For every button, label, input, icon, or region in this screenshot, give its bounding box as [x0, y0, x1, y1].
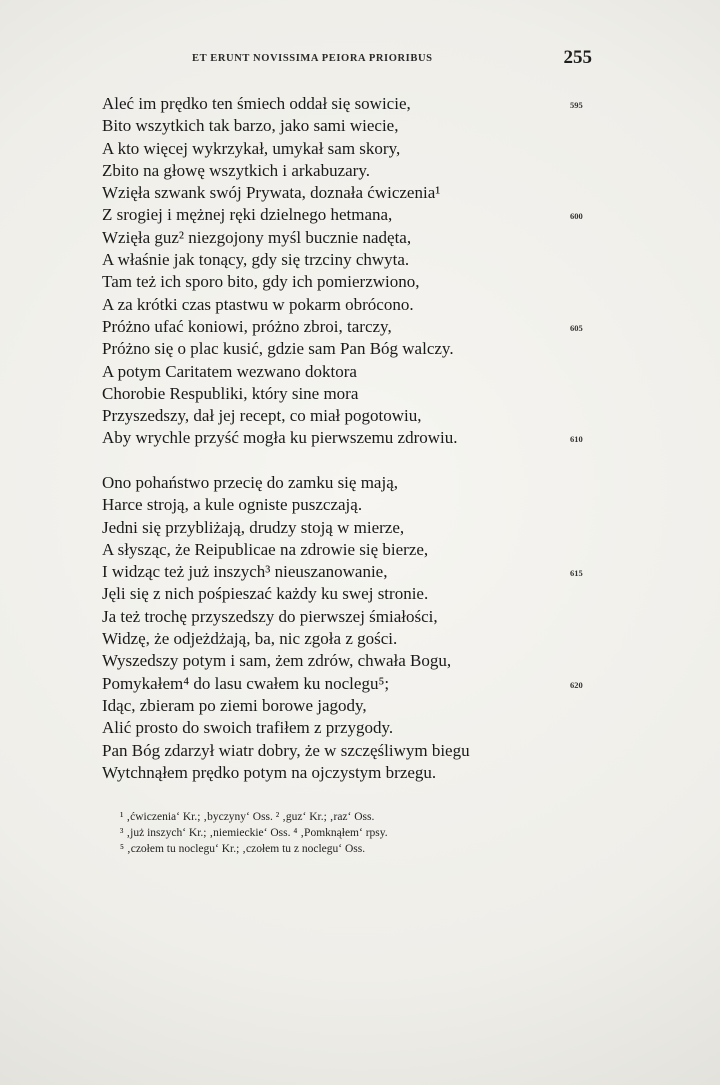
verse-line	[102, 472, 592, 494]
verse-line	[102, 583, 592, 605]
verse-line	[102, 494, 592, 516]
verse-text: A słysząc, że Reipublicae na zdrowie się bierze,	[102, 539, 429, 559]
verse-line	[102, 138, 592, 160]
verse-line	[102, 606, 592, 628]
verse-text: Próżno się o plac kusić, gdzie sam Pan Bóg walczy.	[102, 339, 454, 359]
verse-text: Ja też trochę przyszedszy do pierwszej śmiałości,	[102, 606, 438, 626]
verse-line	[102, 383, 592, 405]
verse-line	[102, 539, 592, 561]
line-number: 615	[570, 568, 583, 579]
verse-text: Wzięła guz² niezgojony myśl bucznie nadęta,	[102, 227, 412, 247]
footnotes	[120, 809, 560, 857]
verse-text: Wytchnąłem prędko potym na ojczystym brzegu.	[102, 762, 437, 782]
verse-text: A potym Caritatem wezwano doktora	[102, 361, 357, 381]
footnote-line: ⁵ ‚czołem tu noclegu‘ Kr.; ‚czołem tu z noclegu‘ Oss.	[120, 843, 366, 855]
running-title: ET ERUNT NOVISSIMA PEIORA PRIORIBUS	[192, 53, 433, 64]
verse-text: A za krótki czas ptastwu w pokarm obrócono.	[102, 294, 414, 314]
verse-line	[102, 338, 592, 360]
verse-text: Bito wszytkich tak barzo, jako sami wiecie,	[102, 116, 399, 136]
verse-line	[102, 294, 592, 316]
verse-line	[102, 316, 592, 338]
verse-text: Aby wrychle przyść mogła ku pierwszemu zdrowiu.	[102, 428, 458, 448]
verse-text: Próżno ufać koniowi, próżno zbroi, tarczy,	[102, 316, 392, 336]
line-number: 620	[570, 679, 583, 690]
verse-line	[102, 673, 592, 695]
verse-text: Idąc, zbieram po ziemi borowe jagody,	[102, 695, 367, 715]
verse-line	[102, 271, 592, 293]
line-number: 605	[570, 322, 583, 333]
verse-line	[102, 249, 592, 271]
verse-line	[102, 740, 592, 762]
verse-text: Z srogiej i mężnej ręki dzielnego hetmana,	[102, 205, 393, 225]
page-number: 255	[563, 47, 592, 68]
verse-text: Zbito na głowę wszytkich i arkabuzary.	[102, 160, 370, 180]
verse-line	[102, 717, 592, 739]
verse-line	[102, 762, 592, 784]
verse-text: A kto więcej wykrzykał, umykał sam skory,	[102, 138, 401, 158]
verse-line	[102, 361, 592, 383]
verse-text: Tam też ich sporo bito, gdy ich pomierzwiono,	[102, 272, 420, 292]
verse-text: Harce stroją, a kule ogniste puszczają.	[102, 495, 363, 515]
verse-line	[102, 405, 592, 427]
line-number: 610	[570, 434, 583, 445]
verse-line	[102, 628, 592, 650]
verse-line	[102, 695, 592, 717]
verse-text: I widząc też już inszych³ nieuszanowanie,	[102, 562, 388, 582]
verse-text: Pomykałem⁴ do lasu cwałem ku noclegu⁵;	[102, 673, 390, 693]
verse-text: Alić prosto do swoich trafiłem z przygody.	[102, 718, 394, 738]
verse-text: Jęli się z nich pośpieszać każdy ku swej stronie.	[102, 584, 429, 604]
verse-line	[102, 115, 592, 137]
verse-line	[102, 227, 592, 249]
verse-line	[102, 561, 592, 583]
verse-line	[102, 160, 592, 182]
verse-line	[102, 204, 592, 226]
verse-text: Chorobie Respubliki, który sine mora	[102, 383, 359, 403]
verse-line	[102, 427, 592, 449]
footnote-line: ¹ ‚ćwiczenia‘ Kr.; ‚byczyny‘ Oss. ² ‚guz‘ Kr.; ‚raz‘ Oss.	[120, 811, 375, 823]
stanza-2	[102, 472, 592, 784]
verse-line	[102, 650, 592, 672]
verse-text: Ono pohaństwo przecię do zamku się mają,	[102, 473, 398, 492]
line-number: 600	[570, 211, 583, 222]
verse-text: Wzięła szwank swój Prywata, doznała ćwiczenia¹	[102, 183, 441, 203]
verse-text: Aleć im prędko ten śmiech oddał się sowicie,	[102, 94, 411, 113]
verse-text: Pan Bóg zdarzył wiatr dobry, że w szczęśliwym biegu	[102, 740, 470, 760]
verse-text: Jedni się przybliżają, drudzy stoją w mierze,	[102, 517, 405, 537]
line-number: 595	[570, 100, 583, 110]
verse-line	[102, 517, 592, 539]
verse-text: Widzę, że odjeżdżają, ba, nic zgoła z gości.	[102, 629, 398, 649]
verse-text: Przyszedszy, dał jej recept, co miał pogotowiu,	[102, 406, 422, 426]
verse-line	[102, 182, 592, 204]
verse-line	[102, 93, 592, 115]
page-header	[100, 47, 598, 73]
footnote-line: ³ ‚już inszych‘ Kr.; ‚niemieckie‘ Oss. ⁴ ‚Pomknąłem‘ rpsy.	[120, 827, 388, 839]
stanza-1	[102, 93, 592, 450]
verse-text: A właśnie jak tonący, gdy się trzciny chwyta.	[102, 250, 410, 270]
verse-text: Wyszedszy potym i sam, żem zdrów, chwała Bogu,	[102, 651, 452, 671]
